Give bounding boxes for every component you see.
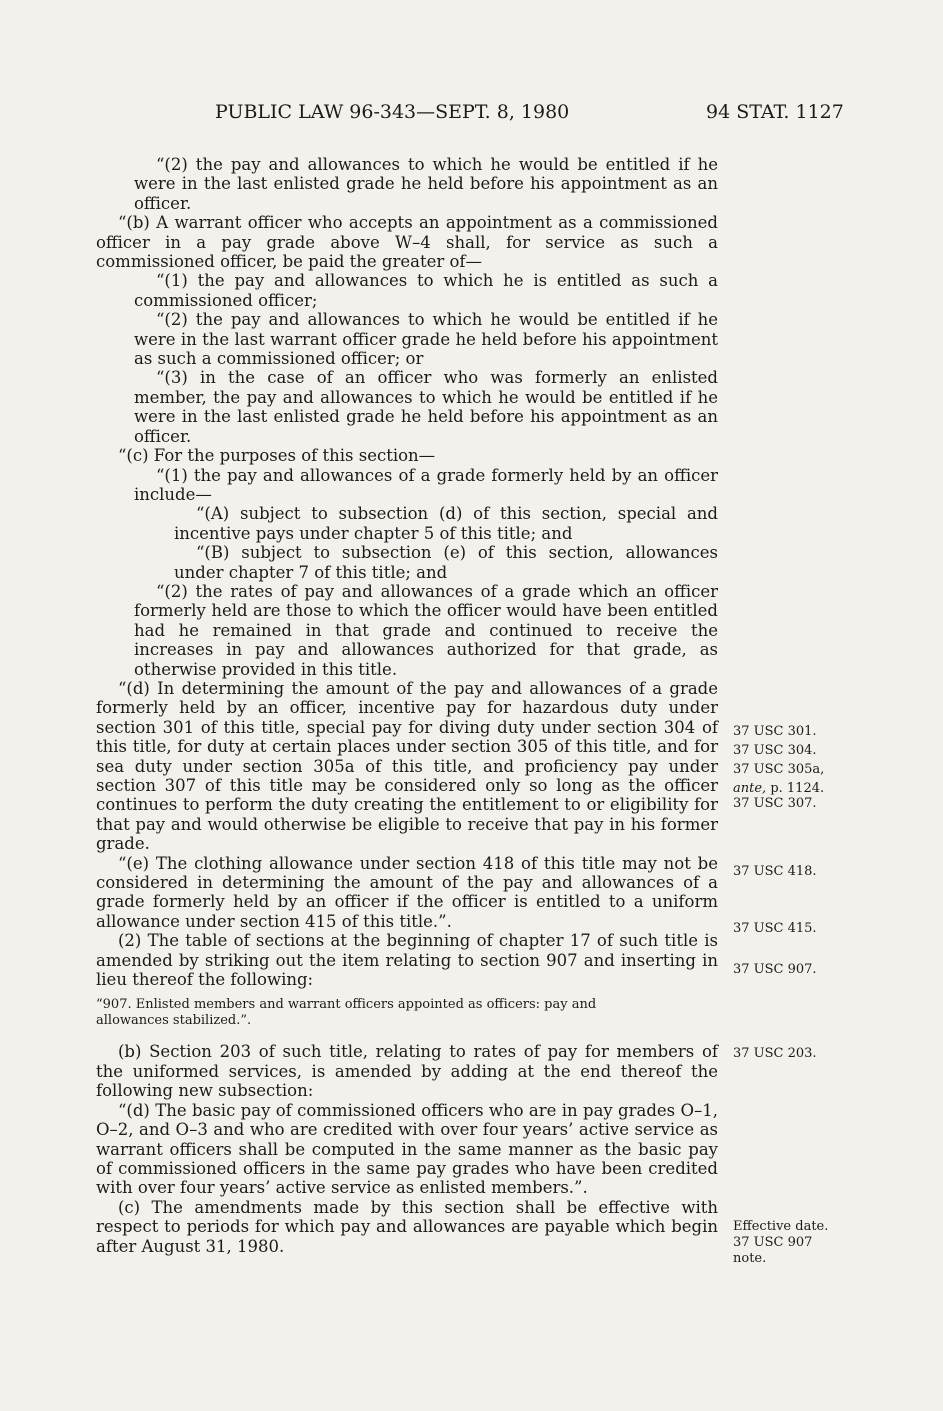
- paragraph-b: “(b) A warrant officer who accepts an appointment as a commissioned officer in a pay grade above W–4 shall, for service as such a commissioned officer, be paid the greater of—: [96, 213, 718, 272]
- stat-page-number: 94 STAT. 1127: [706, 101, 844, 123]
- margin-note-415: 37 USC 415.: [733, 921, 817, 936]
- paragraph-section-203: (b) Section 203 of such title, relating to rates of pay for members of the uniformed services, is amended by adding at the end thereof the following new subsection:: [96, 1042, 718, 1101]
- paragraph-c1: “(1) the pay and allowances of a grade formerly held by an officer include—: [134, 465, 718, 504]
- paragraph-effective: (c) The amendments made by this section shall be effective with respect to periods for which pay and allowances are payable which begin after August 31, 1980.: [96, 1197, 718, 1256]
- margin-note-907-note-2: note.: [733, 1251, 767, 1266]
- ante-page: p. 1124.: [766, 781, 825, 796]
- statute-body: [96, 155, 718, 1256]
- paragraph-b2: “(2) the pay and allowances to which he would be entitled if he were in the last warrant officer grade he held before his appointment as such a commissioned officer; or: [134, 310, 718, 369]
- ante-italic: ante,: [733, 781, 767, 796]
- margin-note-ante: [733, 782, 824, 796]
- margin-note-907-note-1: 37 USC 907: [733, 1235, 813, 1250]
- page-header: [0, 101, 943, 133]
- paragraph-c2: “(2) the rates of pay and allowances of a grade which an officer formerly held are those to which the officer would have been entitled had he remained in that grade and continued to receive the increases in pay and allowances authorized for that grade, as otherwise provided in this title.: [134, 581, 718, 679]
- table-of-sections-item: [96, 997, 718, 1029]
- paragraph-e: “(e) The clothing allowance under section 418 of this title may not be considered in determining the amount of the pay and allowances of a grade formerly held by an officer if the officer is entitled to a uniform allowance under section 415 of this title.”.: [96, 853, 718, 931]
- paragraph-table-amendment: (2) The table of sections at the beginning of chapter 17 of such title is amended by striking out the item relating to section 907 and inserting in lieu thereof the following:: [96, 931, 718, 990]
- paragraph-b3: “(3) in the case of an officer who was formerly an enlisted member, the pay and allowances to which he would be entitled if he were in the last enlisted grade he held before his appointment as an officer.: [134, 368, 718, 446]
- paragraph-b1: “(1) the pay and allowances to which he is entitled as such a commissioned officer;: [134, 271, 718, 310]
- paragraph-c1b: “(B) subject to subsection (e) of this section, allowances under chapter 7 of this title; and: [174, 543, 718, 582]
- margin-note-304: 37 USC 304.: [733, 743, 817, 758]
- margin-note-305a: 37 USC 305a,: [733, 762, 825, 777]
- paragraph-new-d: “(d) The basic pay of commissioned officers who are in pay grades O–1, O–2, and O–3 and who are credited with over four years’ active service as warrant officers shall be computed in the same manner as the basic pay of commissioned officers in the same pay grades who have been credited with over four years’ active service as enlisted members.”.: [96, 1100, 718, 1198]
- paragraph-a2: “(2) the pay and allowances to which he would be entitled if he were in the last enlisted grade he held before his appointment as an officer.: [134, 155, 718, 213]
- margin-note-301: 37 USC 301.: [733, 724, 817, 739]
- margin-note-907: 37 USC 907.: [733, 962, 817, 977]
- table-item-line1: “907. Enlisted members and warrant officers appointed as officers: pay and: [96, 997, 597, 1013]
- paragraph-c: “(c) For the purposes of this section—: [118, 446, 436, 466]
- margin-note-418: 37 USC 418.: [733, 864, 817, 879]
- paragraph-d: “(d) In determining the amount of the pay and allowances of a grade formerly held by an officer, incentive pay for hazardous duty under section 301 of this title, special pay for diving duty under section 304 of this title, for duty at certain places under section 305 of this title, and for sea duty under section 305a of this title, and proficiency pay under section 307 of this title may be considered only so long as the officer continues to perform the duty creating the entitlement to or eligibility for that pay and would otherwise be eligible to receive that pay in his former grade.: [96, 678, 718, 854]
- paragraph-c1a: “(A) subject to subsection (d) of this section, special and incentive pays under chapter 5 of this title; and: [174, 504, 718, 543]
- margin-note-203: 37 USC 203.: [733, 1046, 817, 1061]
- margin-note-307: 37 USC 307.: [733, 796, 817, 811]
- public-law-title: PUBLIC LAW 96-343—SEPT. 8, 1980: [215, 101, 570, 123]
- margin-note-effective-date: Effective date.: [733, 1219, 829, 1234]
- table-item-line2: allowances stabilized.”.: [96, 1013, 252, 1029]
